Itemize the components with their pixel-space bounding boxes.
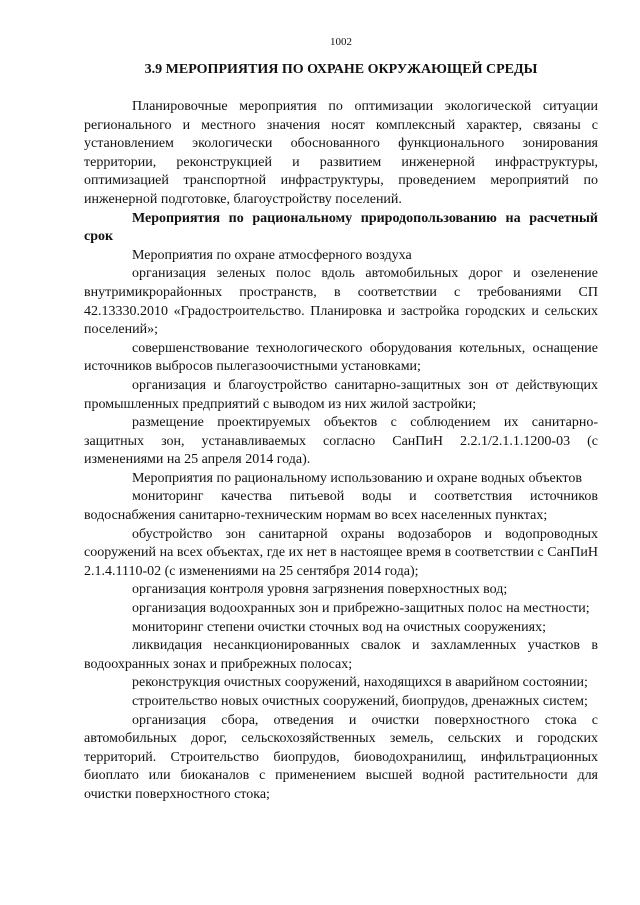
list-item: реконструкция очистных сооружений, находящихся в аварийном состоянии; — [132, 675, 588, 691]
list-item: организация и благоустройство санитарно-защитных зон от действующих промышленных предприятий с выводом из них жилой застройки; — [84, 377, 598, 412]
list-item: мониторинг степени очистки сточных вод на очистных сооружениях; — [132, 619, 546, 635]
list-item: организация водоохранных зон и прибрежно-защитных полос на местности; — [132, 601, 590, 617]
list-item: организация зеленых полос вдоль автомобильных дорог и озеленение внутримикрорайонных пространств, в соответствии с требованиями СП 42.13330.2010 «Градостроительство. Планировка и застройка городских и сельских поселений»; — [84, 266, 598, 338]
list-item: обустройство зон санитарной охраны водозаборов и водопроводных сооружений на всех объектах, где их нет в настоящее время в соответствии с СанПиН 2.1.4.1110-02 (с изменениями на 25 сентября 2014 года); — [84, 526, 598, 579]
water-protection-heading: Мероприятия по рациональному использованию и охране водных объектов — [132, 470, 582, 486]
list-item: размещение проектируемых объектов с соблюдением их санитарно-защитных зон, устанавливаемых согласно СанПиН 2.2.1/2.1.1.1200-03 (с изменениями на 25 апреля 2014 года). — [84, 415, 598, 468]
list-item: строительство новых очистных сооружений, биопрудов, дренажных систем; — [132, 694, 588, 709]
list-item: организация контроля уровня загрязнения поверхностных вод; — [132, 582, 508, 598]
air-protection-heading: Мероприятия по охране атмосферного воздуха — [132, 247, 412, 263]
list-item: ликвидация несанкционированных свалок и захламленных участков в водоохранных зонах и прибрежных полосах; — [84, 638, 598, 672]
subsection-heading: Мероприятия по рациональному природопользованию на расчетный срок — [84, 210, 598, 245]
list-item: организация сбора, отведения и очистки поверхностного стока с автомобильных дорог, сельскохозяйственных земель, сельских и городских территорий. Строительство биопрудов, биоводохранилищ, инфильтрационных биоплато или биоканалов с применением высшей водной растительности для очистки поверхностного стока; — [84, 712, 598, 802]
list-item: совершенствование технологического оборудования котельных, оснащение источников выбросов пылегазоочистными установками; — [84, 340, 598, 375]
intro-paragraph: Планировочные мероприятия по оптимизации экологической ситуации регионального и местного значения носят комплексный характер, связаны с установлением экологически обоснованного функционального зонирования территории, реконструкцией и развитием инженерной инфраструктуры, оптимизацией транспортной инфраструктуры, проведением мероприятий по инженерной подготовке, благоустройству поселений. — [84, 99, 598, 207]
list-item: мониторинг качества питьевой воды и соответствия источников водоснабжения санитарно-техническим нормам во всех населенных пунктах; — [84, 489, 598, 524]
page-number: 1002 — [330, 36, 352, 48]
section-title: 3.9 МЕРОПРИЯТИЯ ПО ОХРАНЕ ОКРУЖАЮЩЕЙ СРЕДЫ — [144, 62, 538, 77]
